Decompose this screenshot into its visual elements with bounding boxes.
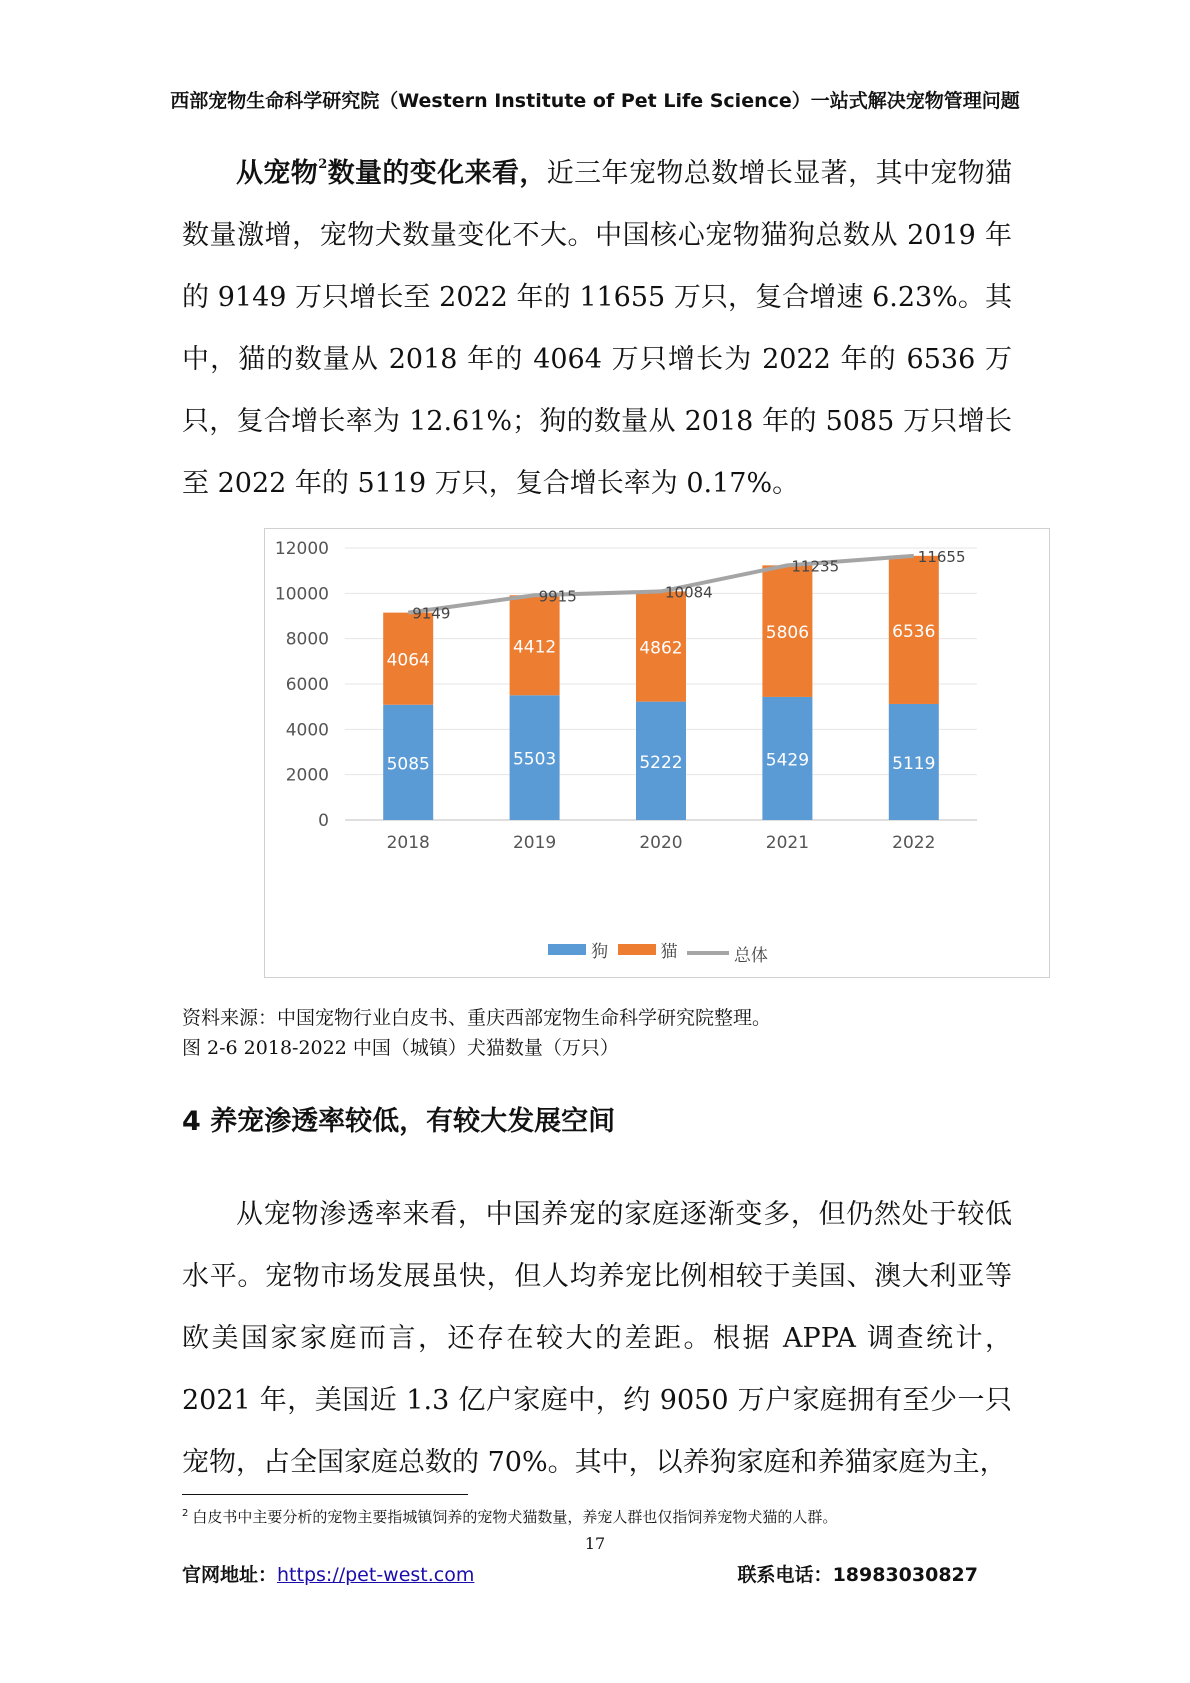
page-number: 17	[584, 1534, 606, 1553]
footer-phone	[738, 1560, 978, 1587]
data-label-total: 11235	[791, 557, 840, 576]
y-tick-label: 6000	[285, 675, 329, 695]
legend-item-cat: 猫	[618, 937, 678, 962]
paragraph-body: 近三年宠物总数增长显著，其中宠物猫数量激增，宠物犬数量变化不大。中国核心宠物猫狗总数从 2019 年的 9149 万只增长至 2022 年的 11655 万只，复合增速 6.23%。其中，猫的数量从 2018 年的 4064 万只增长为 2022 年的 6536 万只，复合增长率为 12.61%；狗的数量从 2018 年的 5085 万只增长至 2022 年的 5119 万只，复合增长率为 0.17%。	[182, 158, 1013, 499]
footnote-ref: 2	[318, 157, 328, 172]
website-link[interactable]: https://pet-west.com	[277, 1564, 475, 1586]
legend-item-dog: 狗	[548, 937, 608, 962]
data-label-dog: 5085	[386, 754, 430, 775]
data-label-total: 9915	[538, 587, 577, 606]
footnote-text: 白皮书中主要分析的宠物主要指城镇饲养的宠物犬猫数量，养宠人群也仅指饲养宠物犬猫的人群。	[192, 1508, 838, 1526]
x-tick-label: 2019	[512, 833, 557, 853]
legend-item-total: 总体	[687, 941, 768, 966]
pet-count-chart	[264, 528, 1050, 978]
data-label-cat: 4862	[639, 638, 683, 659]
y-tick-label: 4000	[285, 720, 329, 741]
data-label-cat: 5806	[765, 623, 810, 644]
paragraph-pet-count	[182, 143, 1012, 515]
y-tick-label: 12000	[274, 539, 329, 559]
chart-legend	[265, 937, 1051, 966]
y-tick-label: 10000	[274, 584, 329, 605]
data-label-cat: 6536	[892, 621, 936, 642]
x-tick-label: 2018	[386, 833, 430, 853]
phone-label: 联系电话：	[737, 1564, 833, 1586]
footnote-divider	[182, 1494, 468, 1495]
footnote-mark: 2	[182, 1508, 189, 1519]
website-label: 官网地址：	[182, 1564, 278, 1586]
y-tick-label: 0	[318, 811, 329, 831]
paragraph-body: 从宠物渗透率来看，中国养宠的家庭逐渐变多，但仍然处于较低水平。宠物市场发展虽快，但人均养宠比例相较于美国、澳大利亚等欧美国家家庭而言，还存在较大的差距。根据 APPA 调查统计，2021 年，美国近 1.3 亿户家庭中，约 9050 万户家庭拥有至少一只宠物，占全国家庭总数的 70%。其中，以养狗家庭和养猫家庭为主，	[182, 1199, 1012, 1478]
footer-website	[182, 1560, 474, 1587]
legend-swatch-cat	[618, 944, 656, 955]
y-tick-label: 2000	[285, 765, 329, 786]
paragraph-penetration	[182, 1184, 1012, 1494]
paragraph-lead: 从宠物$^2$数量的变化来看，	[236, 157, 547, 189]
data-label-total: 10084	[665, 583, 713, 602]
y-tick-label: 8000	[285, 629, 329, 650]
legend-swatch-total	[687, 951, 729, 955]
data-label-dog: 5222	[639, 752, 683, 773]
data-label-total: 9149	[412, 604, 451, 623]
data-label-cat: 4412	[512, 637, 557, 658]
data-label-dog: 5503	[512, 749, 557, 770]
section-title: 4 养宠渗透率较低，有较大发展空间	[182, 1106, 616, 1137]
figure-caption: 图 2-6 2018-2022 中国（城镇）犬猫数量（万只）	[182, 1037, 619, 1059]
footnote	[182, 1506, 837, 1527]
data-label-total: 11655	[917, 547, 966, 566]
data-label-dog: 5119	[892, 753, 936, 774]
x-tick-label: 2020	[639, 833, 683, 853]
source-note: 资料来源：中国宠物行业白皮书、重庆西部宠物生命科学研究院整理。	[182, 1007, 772, 1029]
x-tick-label: 2022	[892, 833, 936, 853]
phone-number: 18983030827	[832, 1564, 978, 1586]
data-label-dog: 5429	[765, 750, 810, 771]
chart-canvas	[265, 529, 1051, 979]
legend-swatch-dog	[548, 944, 586, 955]
page-header: 西部宠物生命科学研究院（Western Institute of Pet Life Science）一站式解决宠物管理问题	[170, 90, 1020, 112]
data-label-cat: 4064	[386, 650, 430, 671]
x-tick-label: 2021	[765, 833, 810, 853]
